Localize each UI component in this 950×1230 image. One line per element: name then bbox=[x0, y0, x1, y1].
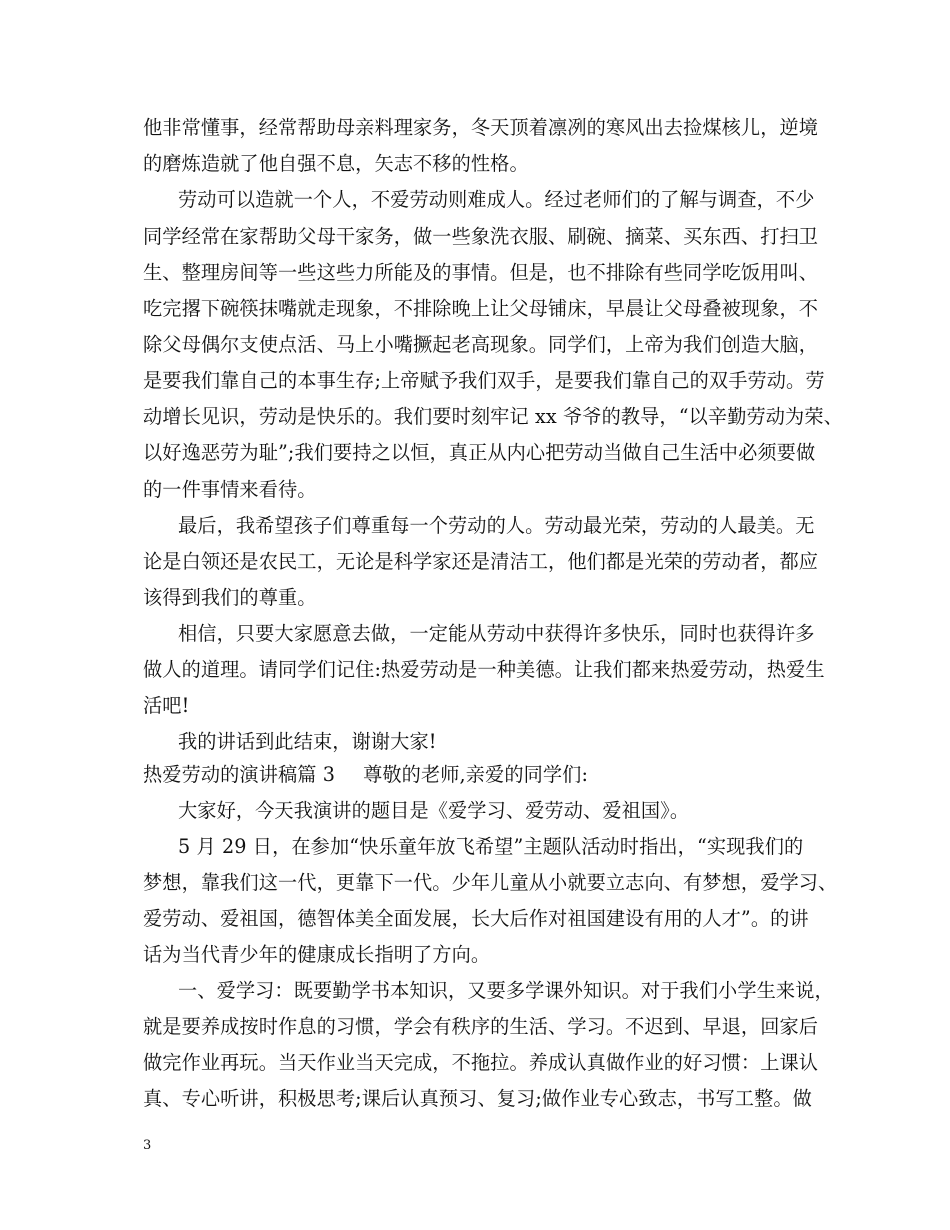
text-line: 是要我们靠自己的本事生存;上帝赋予我们双手，是要我们靠自己的双手劳动。劳 bbox=[143, 369, 825, 392]
text-line: 他非常懂事，经常帮助母亲料理家务，冬天顶着凛冽的寒风出去捡煤核儿，逆境 bbox=[143, 116, 819, 139]
text-line: 除父母偶尔支使点活、马上小嘴撅起老高现象。同学们，上帝为我们创造大脑， bbox=[143, 333, 819, 356]
text-line: 相信，只要大家愿意去做，一定能从劳动中获得许多快乐，同时也获得许多 bbox=[178, 622, 815, 645]
text-line: 的磨炼造就了他自强不息，矢志不移的性格。 bbox=[143, 152, 529, 175]
text-line: 真、专心听讲，积极思考;课后认真预习、复习;做作业专心致志，书写工整。做 bbox=[143, 1087, 812, 1110]
text-line: 最后，我希望孩子们尊重每一个劳动的人。劳动最光荣，劳动的人最美。无 bbox=[178, 514, 815, 537]
text-line: 生、整理房间等一些这些力所能及的事情。但是，也不排除有些同学吃饭用叫、 bbox=[143, 261, 819, 284]
text-line: 大家好，今天我演讲的题目是《爱学习、爱劳动、爱祖国》。 bbox=[178, 799, 690, 822]
salutation: 尊敬的老师,亲爱的同学们: bbox=[363, 763, 589, 786]
text-line: 论是白领还是农民工，无论是科学家还是清洁工，他们都是光荣的劳动者，都应 bbox=[143, 550, 819, 573]
text-line: 就是要养成按时作息的习惯，学会有秩序的生活、学习。不迟到、早退，回家后 bbox=[143, 1015, 819, 1038]
text-line: 一、爱学习：既要勤学书本知识，又要多学课外知识。对于我们小学生来说， bbox=[178, 979, 834, 1002]
text-line: 做人的道理。请同学们记住:热爱劳动是一种美德。让我们都来热爱劳动，热爱生 bbox=[143, 658, 825, 681]
text-line: 劳动可以造就一个人，不爱劳动则难成人。经过老师们的了解与调查，不少 bbox=[178, 188, 815, 211]
text-line: 以好逸恶劳为耻”;我们要持之以恒，真正从内心把劳动当做自己生活中必须要做 bbox=[143, 441, 816, 464]
section-heading-line bbox=[143, 763, 588, 787]
page-number: 3 bbox=[143, 1138, 152, 1153]
text-line: 话为当代青少年的健康成长指明了方向。 bbox=[143, 943, 491, 966]
text-line: 的一件事情来看待。 bbox=[143, 478, 317, 501]
text-line: 爱劳动、爱祖国，德智体美全面发展，长大后作对祖国建设有用的人才”。的讲 bbox=[143, 907, 809, 930]
text-line: 5 月 29 日，在参加“快乐童年放飞希望”主题队活动时指出，“实现我们的 bbox=[178, 835, 804, 858]
text-line: 吃完撂下碗筷抹嘴就走现象，不排除晚上让父母铺床，早晨让父母叠被现象，不 bbox=[143, 297, 819, 320]
text-line: 梦想，靠我们这一代，更靠下一代。少年儿童从小就要立志向、有梦想，爱学习、 bbox=[143, 871, 838, 894]
text-line: 我的讲话到此结束，谢谢大家! bbox=[178, 730, 437, 753]
text-line: 该得到我们的尊重。 bbox=[143, 586, 317, 609]
text-line: 活吧! bbox=[143, 694, 190, 717]
text-line: 动增长见识，劳动是快乐的。我们要时刻牢记 xx 爷爷的教导，“以辛勤劳动为荣、 bbox=[143, 405, 843, 428]
section-heading: 热爱劳动的演讲稿篇 3 bbox=[143, 763, 336, 786]
text-line: 做完作业再玩。当天作业当天完成，不拖拉。养成认真做作业的好习惯：上课认 bbox=[143, 1051, 819, 1074]
text-line: 同学经常在家帮助父母干家务，做一些象洗衣服、刷碗、摘菜、买东西、打扫卫 bbox=[143, 225, 819, 248]
